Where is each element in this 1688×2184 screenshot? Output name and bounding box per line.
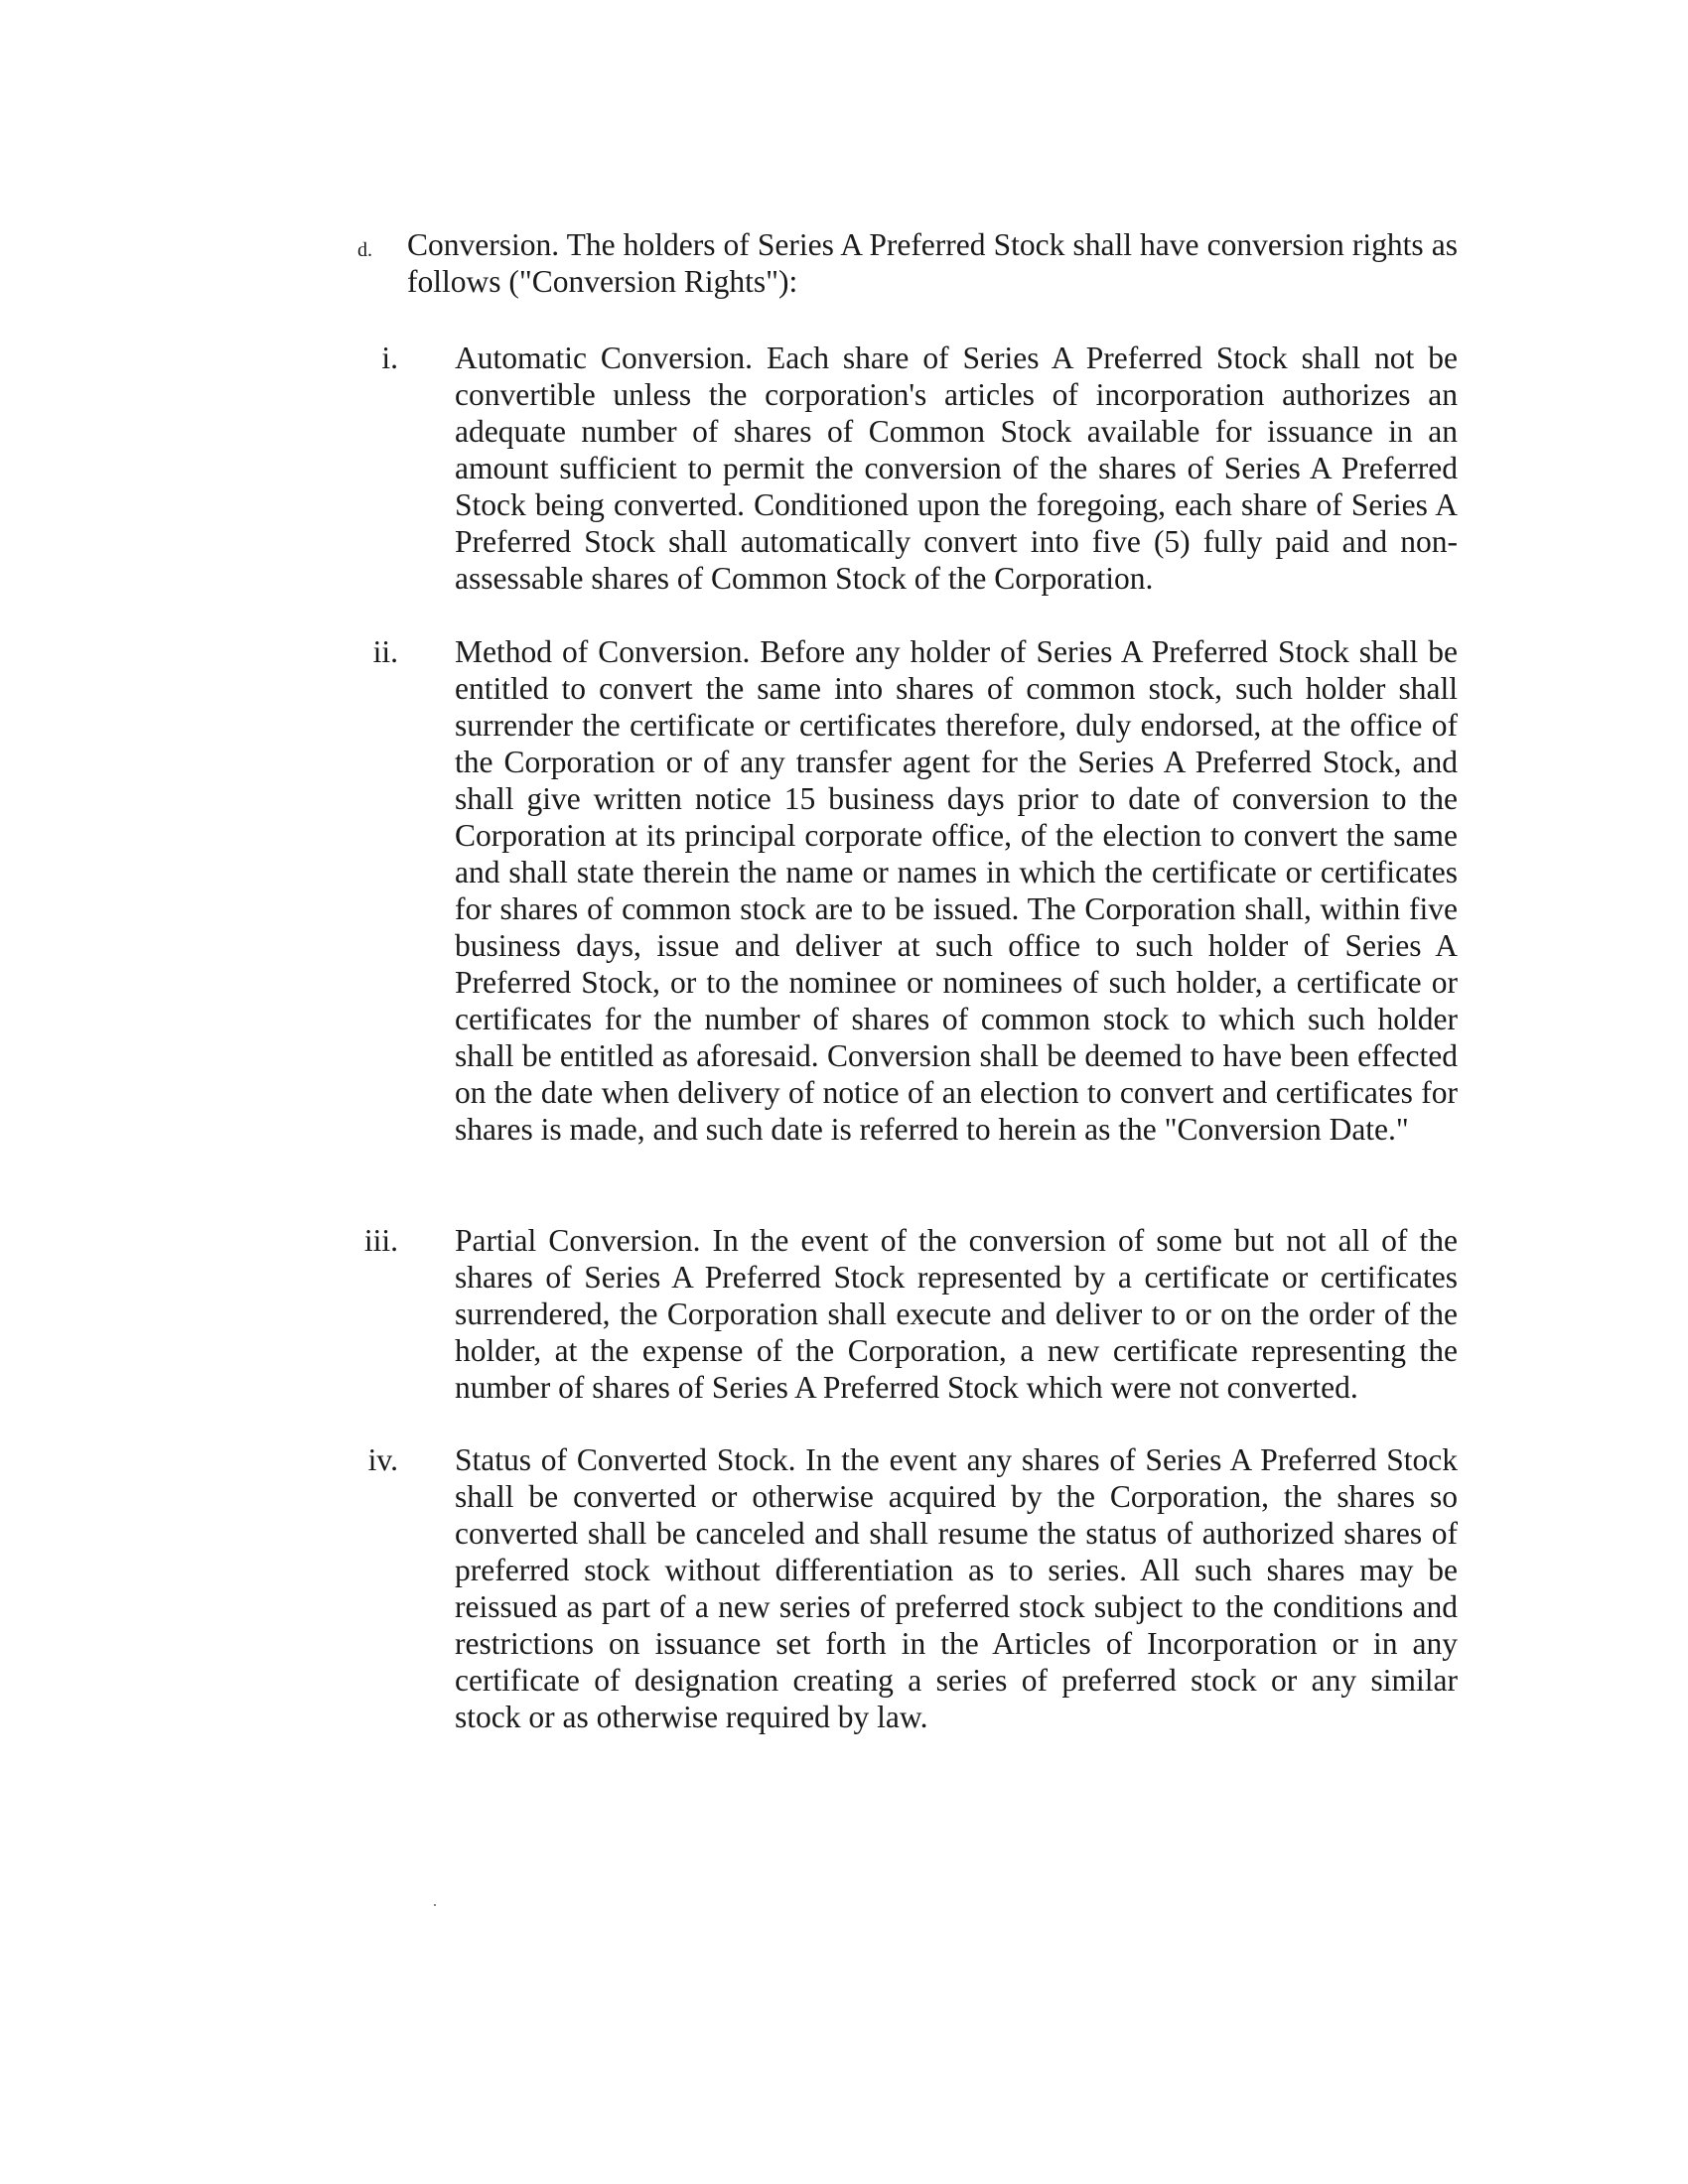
scan-speck xyxy=(434,1904,436,1906)
section-letter: d. xyxy=(357,239,372,261)
item-text: Method of Conversion. Before any holder of Series A Preferred Stock shall be entitled to convert the same into shares of common stock, such holder shall surrender the certificate or certificates therefore, duly endorsed, at the office of the Corporation or of any transfer agent for the Series A Preferred Stock, and shall give written notice 15 business days prior to date of conversion to the Corporation at its principal corporate office, of the election to convert the same and shall state therein the name or names in which the certificate or certificates for shares of common stock are to be issued. The Corporation shall, within five business days, issue and deliver at such office to such holder of Series A Preferred Stock, or to the nominee or nominees of such holder, a certificate or certificates for the number of shares of common stock to which such holder shall be entitled as aforesaid. Conversion shall be deemed to have been effected on the date when delivery of notice of an election to convert and certificates for shares is made, and such date is referred to herein as the "Conversion Date." xyxy=(455,634,1458,1147)
list-item-method-of-conversion xyxy=(372,633,1458,1148)
item-text: Status of Converted Stock. In the event any shares of Series A Preferred Stock shall be converted or otherwise acquired by the Corporation, the shares so converted shall be canceled and shall resume the status of authorized shares of preferred stock without differentiation as to series. All such shares may be reissued as part of a new series of preferred stock subject to the conditions and restrictions on issuance set forth in the Articles of Incorporation or in any certificate of designation creating a series of preferred stock or any similar stock or as otherwise required by law. xyxy=(455,1442,1458,1734)
item-numeral: i. xyxy=(381,341,398,375)
list-item-automatic-conversion xyxy=(381,340,1458,597)
item-text: Automatic Conversion. Each share of Series A Preferred Stock shall not be convertible unless the corporation's articles of incorporation authorizes an adequate number of shares of Common Stock available for issuance in an amount sufficient to permit the conversion of the shares of Series A Preferred Stock being converted. Conditioned upon the foregoing, each share of Series A Preferred Stock shall automatically convert into five (5) fully paid and non-assessable shares of Common Stock of the Corporation. xyxy=(455,341,1458,596)
item-numeral: ii. xyxy=(372,634,398,669)
section-intro: Conversion. The holders of Series A Preferred Stock shall have conversion rights as follows ("Conversion Rights"): xyxy=(407,227,1458,299)
item-text: Partial Conversion. In the event of the conversion of some but not all of the shares of Series A Preferred Stock represented by a certificate or certificates surrendered, the Corporation shall execute and deliver to or on the order of the holder, at the expense of the Corporation, a new certificate representing the number of shares of Series A Preferred Stock which were not converted. xyxy=(455,1223,1458,1405)
item-numeral: iv. xyxy=(367,1442,398,1477)
list-item-partial-conversion xyxy=(363,1222,1458,1406)
item-numeral: iii. xyxy=(363,1223,398,1258)
section-d xyxy=(357,226,1458,300)
list-item-status-of-converted-stock xyxy=(367,1441,1458,1735)
